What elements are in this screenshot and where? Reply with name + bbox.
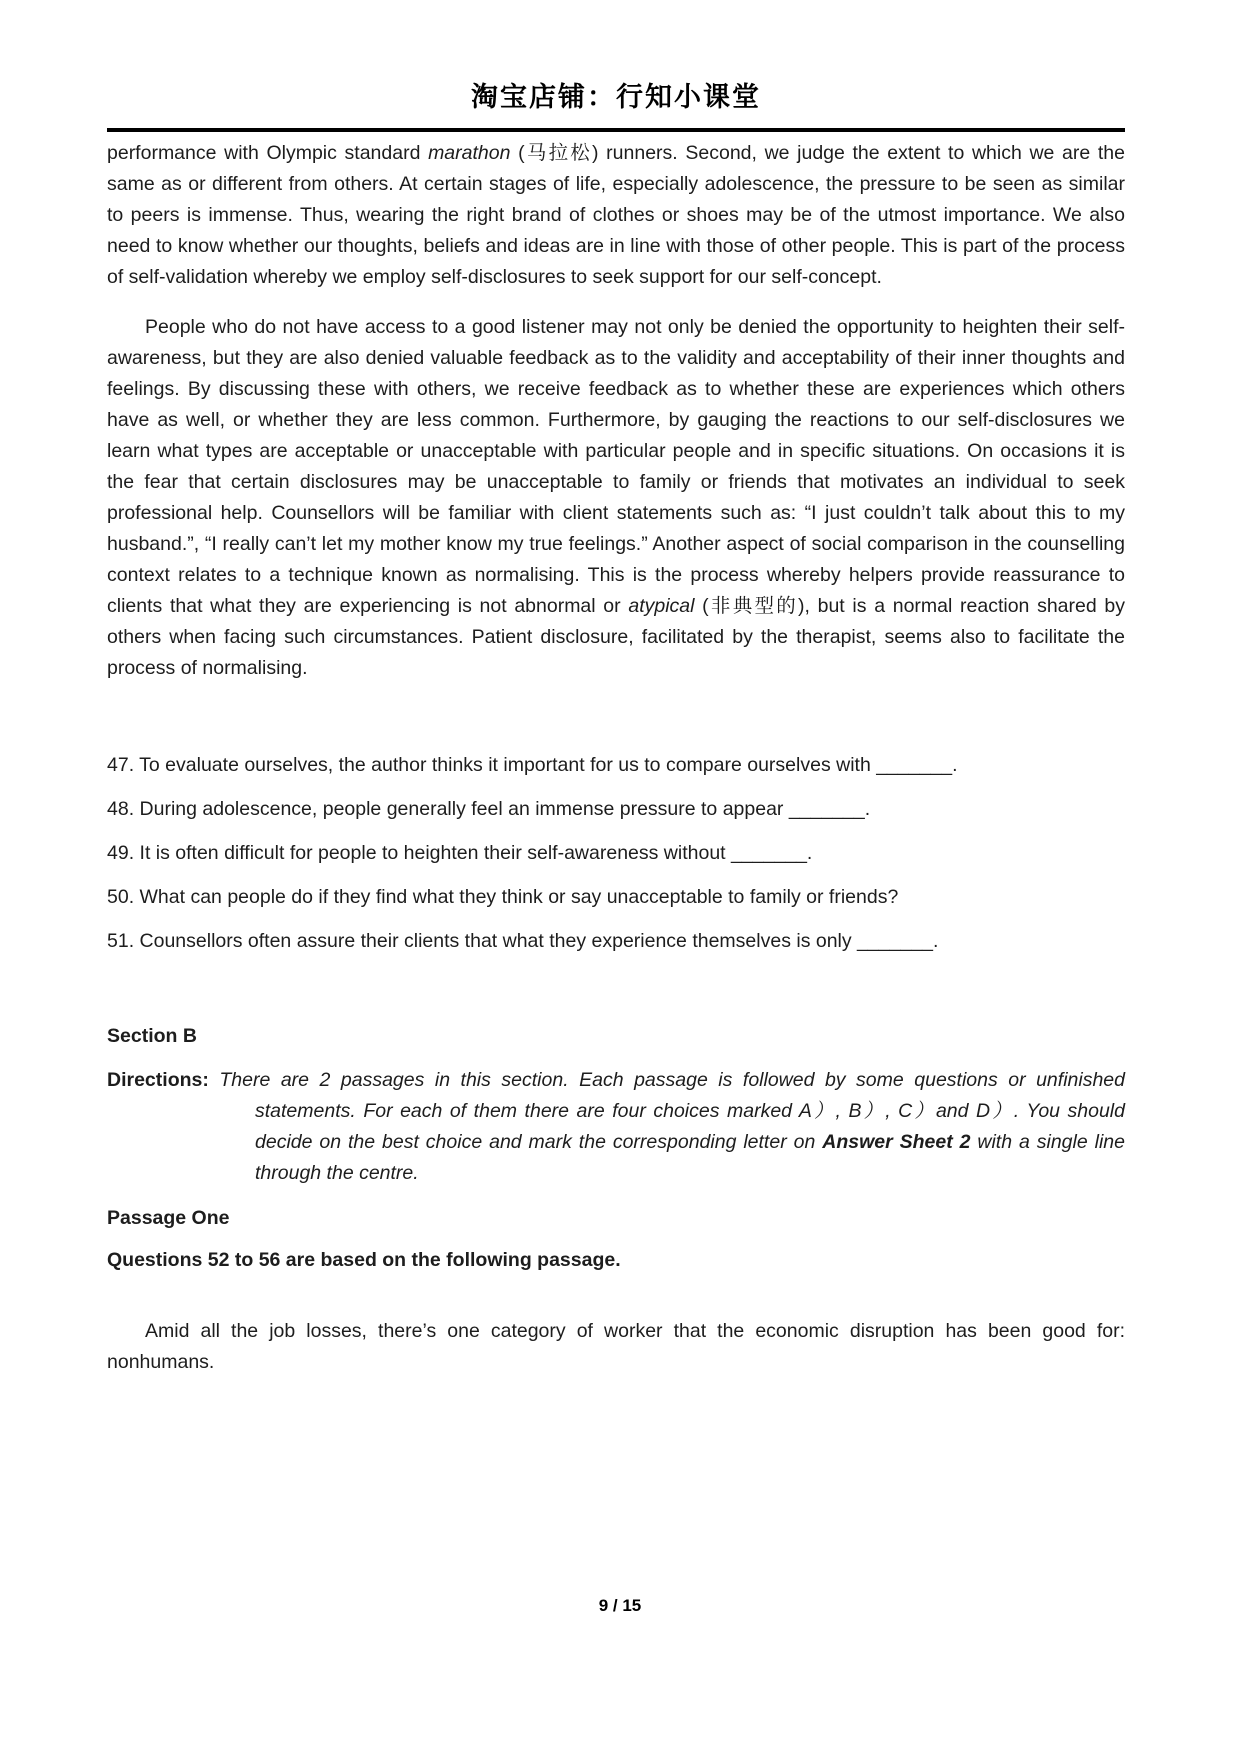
- page-header: [107, 78, 1125, 132]
- short-answer-questions: [107, 750, 1125, 957]
- section-b-heading: Section B: [107, 1025, 197, 1047]
- directions-label: Directions:: [107, 1069, 209, 1091]
- passage-paragraph-marathon: performance with Olympic standard marathon (马拉松) runners. Second, we judge the extent to which we are the same as or different from others. At certain stages of life, especially adolescence, the pressure to be seen as similar to peers is immense. Thus, wearing the right brand of clothes or shoes may be of the utmost importance. We also need to know whether our thoughts, beliefs and ideas are in line with those of other people. This is part of the process of self-validation whereby we employ self-disclosures to seek support for our self-concept.: [107, 142, 1125, 288]
- document-body: [107, 138, 1125, 1378]
- question-51: 51. Counsellors often assure their clients that what they experience themselves is only _______.: [107, 930, 939, 952]
- directions-text: There are 2 passages in this section. Each passage is followed by some questions or unfinished statements. For each of them there are four choices marked A）, B）, C）and D）. You should decide on the best choice and mark the corresponding letter on Answer Sheet 2 with a single line through the centre.: [219, 1069, 1125, 1184]
- page-number: 9 / 15: [598, 1596, 642, 1615]
- passage-one-paragraph: Amid all the job losses, there’s one category of worker that the economic disruption has been good for: nonhumans.: [107, 1320, 1125, 1373]
- question-47: 47. To evaluate ourselves, the author thinks it important for us to compare ourselves with _______.: [107, 754, 958, 776]
- directions-block: [107, 1065, 1125, 1189]
- questions-52-56-note: Questions 52 to 56 are based on the following passage.: [107, 1249, 621, 1271]
- header-rule: [107, 128, 1125, 132]
- passage-one-heading: Passage One: [107, 1207, 230, 1229]
- question-50: 50. What can people do if they find what they think or say unacceptable to family or friends?: [107, 886, 899, 908]
- question-49: 49. It is often difficult for people to heighten their self-awareness without _______.: [107, 842, 813, 864]
- store-banner: 淘宝店铺：行知小课堂: [471, 82, 761, 112]
- passage-paragraph-listener: People who do not have access to a good listener may not only be denied the opportunity to heighten their self-awareness, but they are also denied valuable feedback as to the validity and acceptability of their inner thoughts and feelings. By discussing these with others, we receive feedback as to whether these are experiences which others have as well, or whether they are less common. Furthermore, by gauging the reactions to our self-disclosures we learn what types are acceptable or unacceptable with particular people and in specific situations. On occasions it is the fear that certain disclosures may be unacceptable to family or friends that motivates an individual to seek professional help. Counsellors will be familiar with client statements such as: “I just couldn’t talk about this to my husband.”, “I really can’t let my mother know my true feelings.” Another aspect of social comparison in the counselling context relates to a technique known as normalising. This is the process whereby helpers provide reassurance to clients that what they are experiencing is not abnormal or atypical (非典型的), but is a normal reaction shared by others when facing such circumstances. Patient disclosure, facilitated by the therapist, seems also to facilitate the process of normalising.: [107, 316, 1125, 679]
- question-48: 48. During adolescence, people generally feel an immense pressure to appear _______.: [107, 798, 871, 820]
- page-footer: [0, 1596, 1240, 1616]
